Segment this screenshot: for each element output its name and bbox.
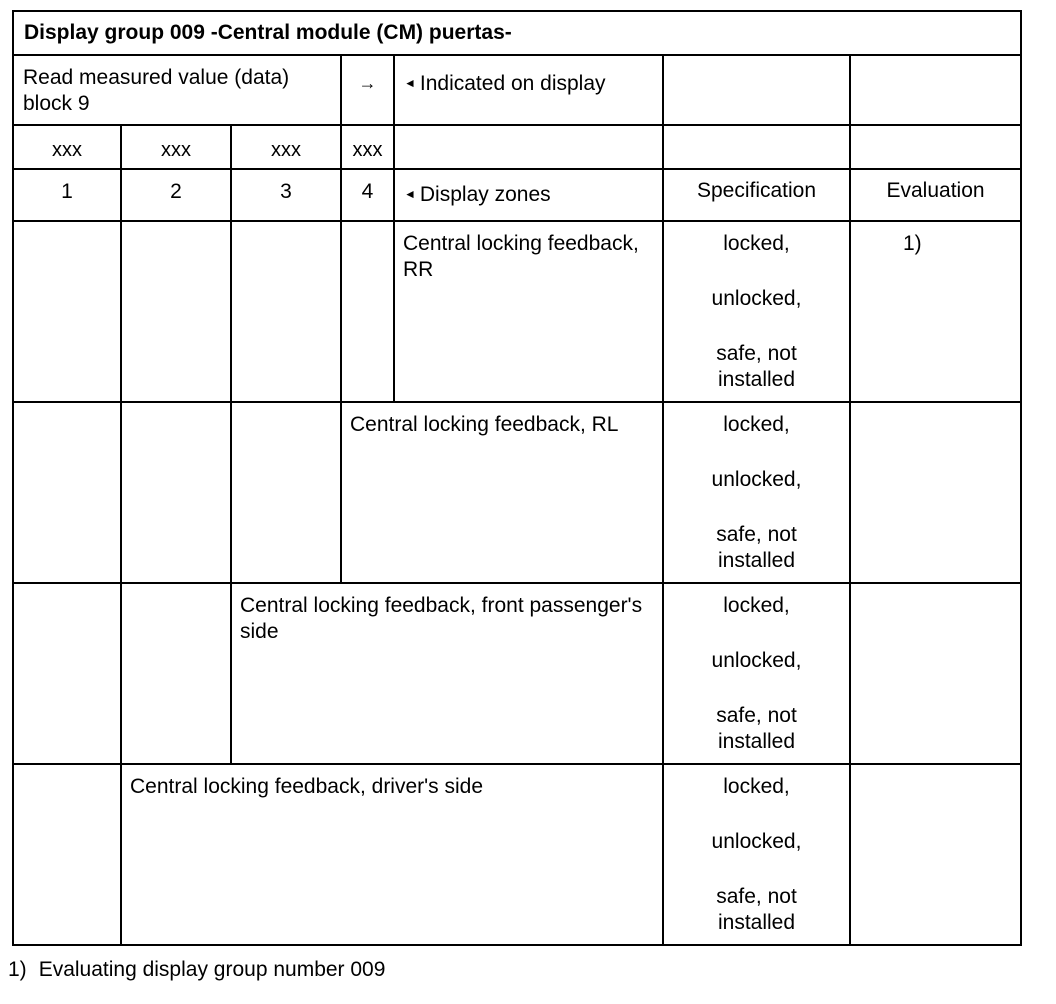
row-description: Central locking feedback, RL — [341, 402, 663, 583]
row-evaluation — [850, 764, 1021, 945]
xxx-value: xxx — [121, 125, 231, 169]
spec-value: locked, — [723, 775, 790, 798]
row-specification — [663, 221, 850, 402]
spec-value: safe, not installed — [716, 704, 797, 753]
spec-value: unlocked, — [711, 468, 802, 491]
empty-zone-cell — [121, 402, 231, 583]
indicated-on-display-label — [394, 55, 663, 125]
row-description: Central locking feedback, driver's side — [121, 764, 663, 945]
row-evaluation — [850, 402, 1021, 583]
zone-number: 4 — [341, 169, 394, 221]
empty-zone-cell — [231, 402, 341, 583]
footnote-text: Evaluating display group number 009 — [38, 958, 386, 981]
triangle-left-icon: ◄ — [404, 187, 416, 201]
spec-value: unlocked, — [711, 649, 802, 672]
row-description: Central locking feedback, front passenger's side — [231, 583, 663, 764]
spec-value: safe, not installed — [716, 523, 797, 572]
empty-zone-cell — [121, 583, 231, 764]
xxx-value: xxx — [341, 125, 394, 169]
xxx-empty-cell — [850, 125, 1021, 169]
specification-header: Specification — [663, 169, 850, 221]
empty-zone-cell — [341, 221, 394, 402]
row-evaluation — [850, 583, 1021, 764]
xxx-value: xxx — [231, 125, 341, 169]
spec-value: safe, not installed — [716, 885, 797, 934]
spec-value: locked, — [723, 594, 790, 617]
xxx-empty-cell — [663, 125, 850, 169]
indicated-on-display-text: Indicated on display — [419, 72, 606, 95]
empty-zone-cell — [121, 221, 231, 402]
row-specification — [663, 402, 850, 583]
zone-number: 1 — [13, 169, 121, 221]
footnote — [8, 958, 385, 982]
row-specification — [663, 583, 850, 764]
display-zones-text: Display zones — [419, 183, 551, 206]
empty-zone-cell — [13, 764, 121, 945]
empty-zone-cell — [13, 402, 121, 583]
display-zones-label — [394, 169, 663, 221]
spec-value: unlocked, — [711, 287, 802, 310]
triangle-left-icon: ◄ — [404, 76, 416, 90]
xxx-empty-cell — [394, 125, 663, 169]
measured-value-table — [12, 10, 1022, 946]
arrow-icon: → — [341, 55, 394, 125]
spec-value: unlocked, — [711, 830, 802, 853]
zone-number: 3 — [231, 169, 341, 221]
evaluation-header: Evaluation — [850, 169, 1021, 221]
spec-value: safe, not installed — [716, 342, 797, 391]
empty-zone-cell — [13, 583, 121, 764]
empty-zone-cell — [231, 221, 341, 402]
xxx-value: xxx — [13, 125, 121, 169]
row-evaluation: 1) — [850, 221, 1021, 402]
header-empty-cell — [663, 55, 850, 125]
spec-value: locked, — [723, 232, 790, 255]
row-description: Central locking feedback, RR — [394, 221, 663, 402]
zone-number: 2 — [121, 169, 231, 221]
footnote-mark: 1) — [8, 958, 27, 981]
spec-value: locked, — [723, 413, 790, 436]
table-title: Display group 009 -Central module (CM) puertas- — [13, 11, 1021, 55]
empty-zone-cell — [13, 221, 121, 402]
header-empty-cell — [850, 55, 1021, 125]
read-block-label: Read measured value (data) block 9 — [13, 55, 341, 125]
row-specification — [663, 764, 850, 945]
